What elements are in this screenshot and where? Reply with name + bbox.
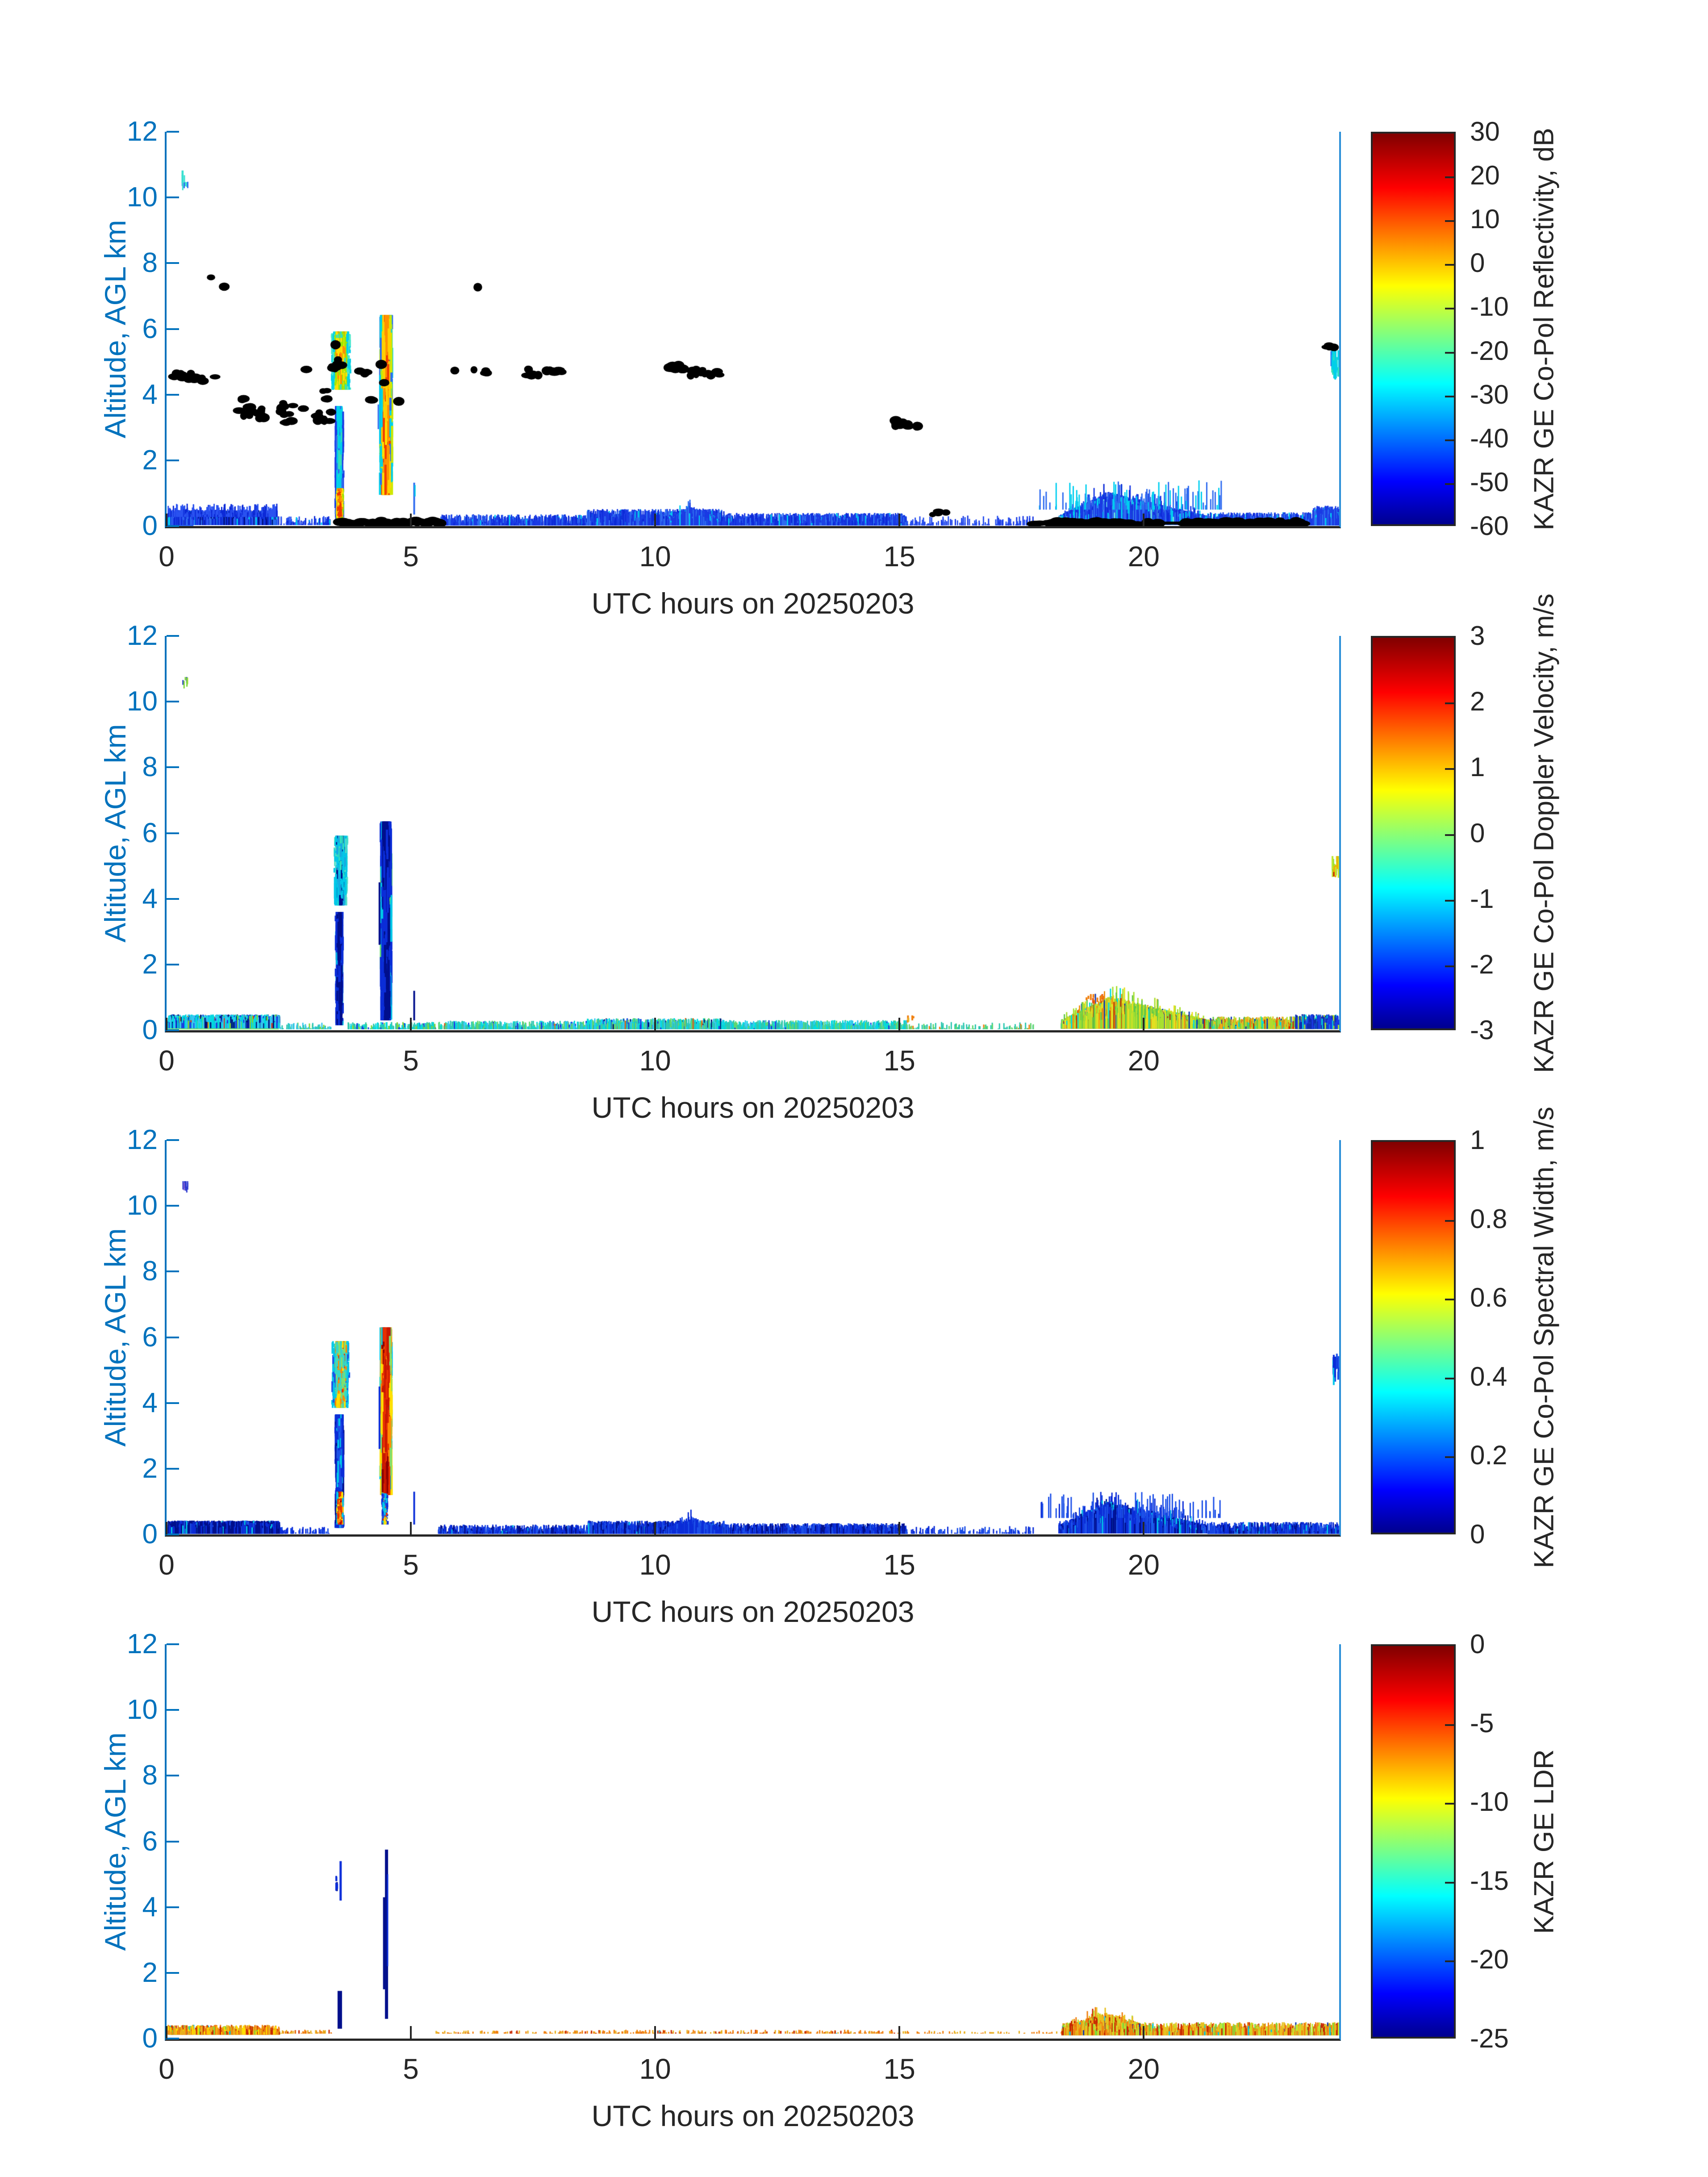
y-tick-label: 6 <box>142 817 158 848</box>
x-tick-mark <box>410 1018 412 1030</box>
x-tick-label: 5 <box>403 2053 419 2085</box>
x-tick-mark <box>166 2026 167 2039</box>
colorbar-tick-mark <box>1445 900 1454 902</box>
y-tick-mark <box>167 832 179 834</box>
colorbar-label-text: KAZR GE Co-Pol Doppler Velocity, m/s <box>1528 593 1560 1073</box>
y-tick-label: 6 <box>142 1321 158 1353</box>
x-tick-mark <box>1143 1018 1144 1030</box>
plot-area <box>165 636 1341 1032</box>
x-tick-mark <box>654 2026 656 2039</box>
x-tick-mark <box>1143 1522 1144 1534</box>
radar-data-canvas <box>167 1644 1339 2039</box>
colorbar-tick-mark <box>1445 1299 1454 1300</box>
colorbar <box>1371 636 1456 1030</box>
y-tick-mark <box>167 196 179 198</box>
x-tick-label: 0 <box>159 2053 175 2085</box>
colorbar-tick-label: 0.8 <box>1470 1203 1508 1234</box>
x-axis-label: UTC hours on 20250203 <box>591 1091 915 1124</box>
y-tick-mark <box>167 328 179 330</box>
y-tick-mark <box>167 1841 179 1843</box>
x-tick-label: 20 <box>1128 1549 1160 1581</box>
y-tick-label: 6 <box>142 313 158 344</box>
colorbar-tick-label: 0.4 <box>1470 1361 1508 1391</box>
x-tick-mark <box>898 514 900 526</box>
colorbar-tick-mark <box>1445 1220 1454 1222</box>
colorbar-tick-label: -15 <box>1470 1865 1509 1896</box>
x-tick-mark <box>654 1522 656 1534</box>
x-tick-label: 0 <box>159 1549 175 1581</box>
x-tick-label: 15 <box>883 2053 915 2085</box>
radar-data-canvas <box>167 132 1339 526</box>
colorbar-tick-mark <box>1445 264 1454 266</box>
x-tick-mark <box>410 1522 412 1534</box>
colorbar-tick-label: -10 <box>1470 1787 1509 1817</box>
y-axis-label-text: Altitude, AGL km <box>99 1732 132 1951</box>
colorbar-tick-label: 1 <box>1470 1125 1485 1155</box>
x-tick-label: 20 <box>1128 2053 1160 2085</box>
colorbar-tick-label: 0.6 <box>1470 1283 1508 1313</box>
y-axis-label-text: Altitude, AGL km <box>99 723 132 943</box>
colorbar-tick-label: -50 <box>1470 467 1509 497</box>
colorbar <box>1371 132 1456 526</box>
colorbar-tick-label: 1 <box>1470 752 1485 782</box>
x-tick-mark <box>898 1018 900 1030</box>
colorbar-tick-mark <box>1445 220 1454 222</box>
x-tick-mark <box>1143 2026 1144 2039</box>
y-tick-mark <box>167 1775 179 1776</box>
colorbar-tick-label: -20 <box>1470 1944 1509 1975</box>
plot-area <box>165 1644 1341 2041</box>
colorbar-tick-mark <box>1445 965 1454 967</box>
y-tick-label: 8 <box>142 1760 158 1791</box>
colorbar-tick-label: 0 <box>1470 248 1485 278</box>
y-tick-label: 0 <box>142 510 158 541</box>
x-tick-label: 5 <box>403 1549 419 1581</box>
y-tick-label: 8 <box>142 1256 158 1287</box>
y-tick-label: 2 <box>142 1453 158 1484</box>
y-axis-label-text: Altitude, AGL km <box>99 219 132 439</box>
y-tick-mark <box>167 898 179 900</box>
y-tick-label: 2 <box>142 1957 158 1988</box>
y-tick-mark <box>167 394 179 396</box>
y-tick-label: 0 <box>142 1519 158 1550</box>
x-tick-mark <box>410 2026 412 2039</box>
colorbar-tick-mark <box>1445 1803 1454 1805</box>
colorbar-tick-label: -30 <box>1470 379 1509 409</box>
y-axis-label-text: Altitude, AGL km <box>99 1228 132 1447</box>
x-tick-mark <box>898 2026 900 2039</box>
colorbar-tick-label: 30 <box>1470 117 1500 146</box>
x-axis-label: UTC hours on 20250203 <box>591 2099 915 2132</box>
colorbar-tick-mark <box>1445 396 1454 397</box>
colorbar-label-text: KAZR GE LDR <box>1528 1749 1560 1934</box>
y-tick-label: 2 <box>142 949 158 980</box>
y-tick-label: 12 <box>127 116 158 147</box>
y-tick-label: 12 <box>127 1124 158 1155</box>
colorbar-tick-label: 3 <box>1470 621 1485 651</box>
y-tick-label: 12 <box>127 1629 158 1659</box>
colorbar-tick-mark <box>1445 308 1454 309</box>
radar-data-canvas <box>167 636 1339 1030</box>
colorbar-tick-mark <box>1445 1456 1454 1458</box>
y-tick-label: 10 <box>127 182 158 213</box>
colorbar-tick-mark <box>1445 352 1454 354</box>
x-axis-label: UTC hours on 20250203 <box>591 1595 915 1628</box>
colorbar-tick-label: -3 <box>1470 1015 1494 1045</box>
y-tick-mark <box>167 1643 179 1645</box>
x-tick-label: 10 <box>639 540 671 572</box>
y-tick-mark <box>167 1709 179 1711</box>
y-tick-label: 4 <box>142 1387 158 1418</box>
radar-data-canvas <box>167 1140 1339 1534</box>
colorbar-tick-mark <box>1445 439 1454 441</box>
x-tick-mark <box>654 514 656 526</box>
y-tick-mark <box>167 1972 179 1974</box>
y-tick-mark <box>167 964 179 965</box>
x-tick-label: 20 <box>1128 1045 1160 1077</box>
x-tick-mark <box>410 514 412 526</box>
plot-area <box>165 132 1341 528</box>
colorbar-tick-label: -1 <box>1470 883 1494 914</box>
y-tick-mark <box>167 525 179 527</box>
y-tick-mark <box>167 1534 179 1535</box>
colorbar-tick-label: -25 <box>1470 2023 1509 2053</box>
y-tick-mark <box>167 131 179 133</box>
colorbar-label-text: KAZR GE Co-Pol Spectral Width, m/s <box>1528 1106 1560 1568</box>
y-tick-mark <box>167 460 179 461</box>
colorbar-tick-label: -60 <box>1470 511 1509 541</box>
y-tick-label: 10 <box>127 1694 158 1726</box>
colorbar-tick-mark <box>1445 1724 1454 1726</box>
y-tick-mark <box>167 1205 179 1207</box>
colorbar-tick-label: -10 <box>1470 292 1509 322</box>
x-axis-label: UTC hours on 20250203 <box>591 587 915 620</box>
x-tick-mark <box>654 1018 656 1030</box>
y-tick-mark <box>167 1029 179 1031</box>
y-tick-mark <box>167 2038 179 2039</box>
colorbar-tick-label: 2 <box>1470 686 1485 717</box>
y-tick-mark <box>167 1337 179 1338</box>
colorbar-tick-mark <box>1445 1378 1454 1379</box>
x-tick-label: 10 <box>639 1045 671 1077</box>
colorbar-tick-label: 0 <box>1470 1519 1485 1549</box>
x-tick-label: 5 <box>403 1045 419 1077</box>
colorbar-tick-mark <box>1445 483 1454 485</box>
y-tick-mark <box>167 262 179 264</box>
x-tick-label: 15 <box>883 540 915 572</box>
colorbar-tick-label: 0 <box>1470 1629 1485 1659</box>
x-tick-mark <box>1143 514 1144 526</box>
y-tick-label: 10 <box>127 1190 158 1221</box>
colorbar-tick-mark <box>1445 834 1454 836</box>
colorbar-tick-mark <box>1445 1882 1454 1884</box>
y-tick-mark <box>167 1402 179 1404</box>
y-tick-label: 4 <box>142 379 158 410</box>
x-tick-label: 0 <box>159 540 175 572</box>
x-tick-label: 15 <box>883 1549 915 1581</box>
colorbar <box>1371 1644 1456 2039</box>
x-tick-label: 20 <box>1128 540 1160 572</box>
colorbar-tick-label: 20 <box>1470 160 1500 191</box>
y-tick-mark <box>167 766 179 768</box>
x-tick-label: 10 <box>639 2053 671 2085</box>
colorbar-tick-label: 0.2 <box>1470 1440 1508 1471</box>
x-tick-label: 10 <box>639 1549 671 1581</box>
y-tick-mark <box>167 1270 179 1272</box>
y-tick-label: 2 <box>142 444 158 476</box>
colorbar-tick-mark <box>1445 702 1454 704</box>
y-tick-label: 8 <box>142 247 158 279</box>
y-tick-mark <box>167 635 179 637</box>
colorbar-label-text: KAZR GE Co-Pol Reflectivity, dB <box>1528 127 1560 531</box>
y-tick-mark <box>167 1906 179 1908</box>
y-tick-label: 8 <box>142 752 158 783</box>
colorbar-tick-label: 10 <box>1470 204 1500 234</box>
colorbar-tick-label: -5 <box>1470 1708 1494 1738</box>
y-tick-label: 4 <box>142 1891 158 1922</box>
y-tick-mark <box>167 1468 179 1470</box>
colorbar-tick-label: 0 <box>1470 818 1485 848</box>
x-tick-mark <box>898 1522 900 1534</box>
colorbar <box>1371 1140 1456 1534</box>
x-tick-mark <box>166 514 167 526</box>
x-tick-mark <box>166 1522 167 1534</box>
colorbar-tick-mark <box>1445 1960 1454 1962</box>
colorbar-tick-mark <box>1445 176 1454 178</box>
colorbar-tick-label: -20 <box>1470 335 1509 366</box>
y-tick-mark <box>167 1139 179 1141</box>
y-tick-label: 4 <box>142 883 158 914</box>
y-tick-label: 12 <box>127 620 158 651</box>
x-tick-label: 0 <box>159 1045 175 1077</box>
plot-area <box>165 1140 1341 1537</box>
y-tick-label: 0 <box>142 2023 158 2054</box>
x-tick-label: 15 <box>883 1045 915 1077</box>
x-tick-label: 5 <box>403 540 419 572</box>
y-tick-label: 0 <box>142 1015 158 1045</box>
y-tick-mark <box>167 701 179 702</box>
x-tick-mark <box>166 1018 167 1030</box>
colorbar-tick-mark <box>1445 768 1454 770</box>
colorbar-tick-label: -2 <box>1470 949 1494 979</box>
y-tick-label: 6 <box>142 1826 158 1857</box>
colorbar-tick-label: -40 <box>1470 423 1509 453</box>
y-tick-label: 10 <box>127 686 158 717</box>
